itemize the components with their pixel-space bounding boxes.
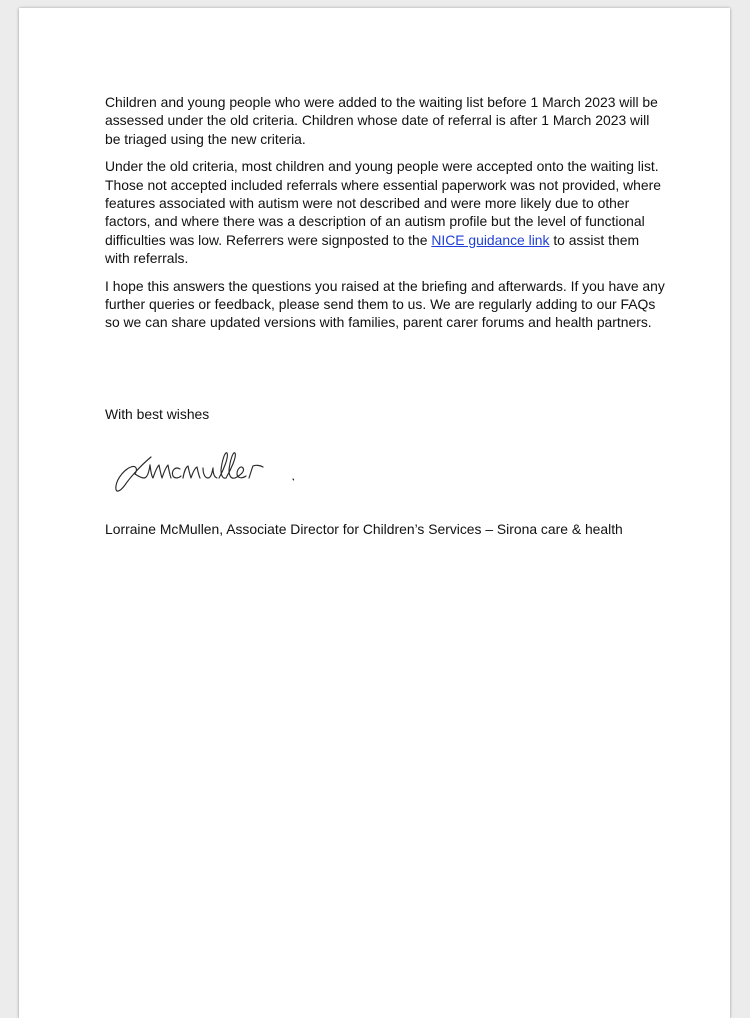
document-page <box>19 8 730 1018</box>
nice-guidance-link[interactable]: NICE guidance link <box>431 231 550 248</box>
signature-name-title: Lorraine McMullen, Associate Director for Children’s Services – Sirona care & health <box>105 521 623 537</box>
paragraph-waiting-list: Children and young people who were added to the waiting list before 1 March 2023 will be assessed under the old criteria. Children whose date of referral is after 1 March 2023 will be triaged using the new criteria. <box>105 94 658 147</box>
handwritten-signature <box>111 445 311 503</box>
paragraph-old-criteria-text: Under the old criteria, most children and young people were accepted onto the waiting list. Those not accepted included referrals where essential paperwork was not provided, where features associated with autism were not described and were more likely due to other factors, and where there was a description of an autism profile but the level of functional difficulties was low. Referrers were signposted to the <box>105 158 661 248</box>
paragraph-questions: I hope this answers the questions you raised at the briefing and afterwards. If you have any further queries or feedback, please send them to us. We are regularly adding to our FAQs so we can share updated versions with families, parent carer forums and health partners. <box>105 277 665 331</box>
paragraph-old-criteria-end: to assist them with referrals. <box>105 231 640 267</box>
signature-icon <box>111 445 311 503</box>
closing-line: With best wishes <box>105 406 210 422</box>
paragraph-old-criteria <box>105 157 665 267</box>
letter-body <box>105 93 665 341</box>
